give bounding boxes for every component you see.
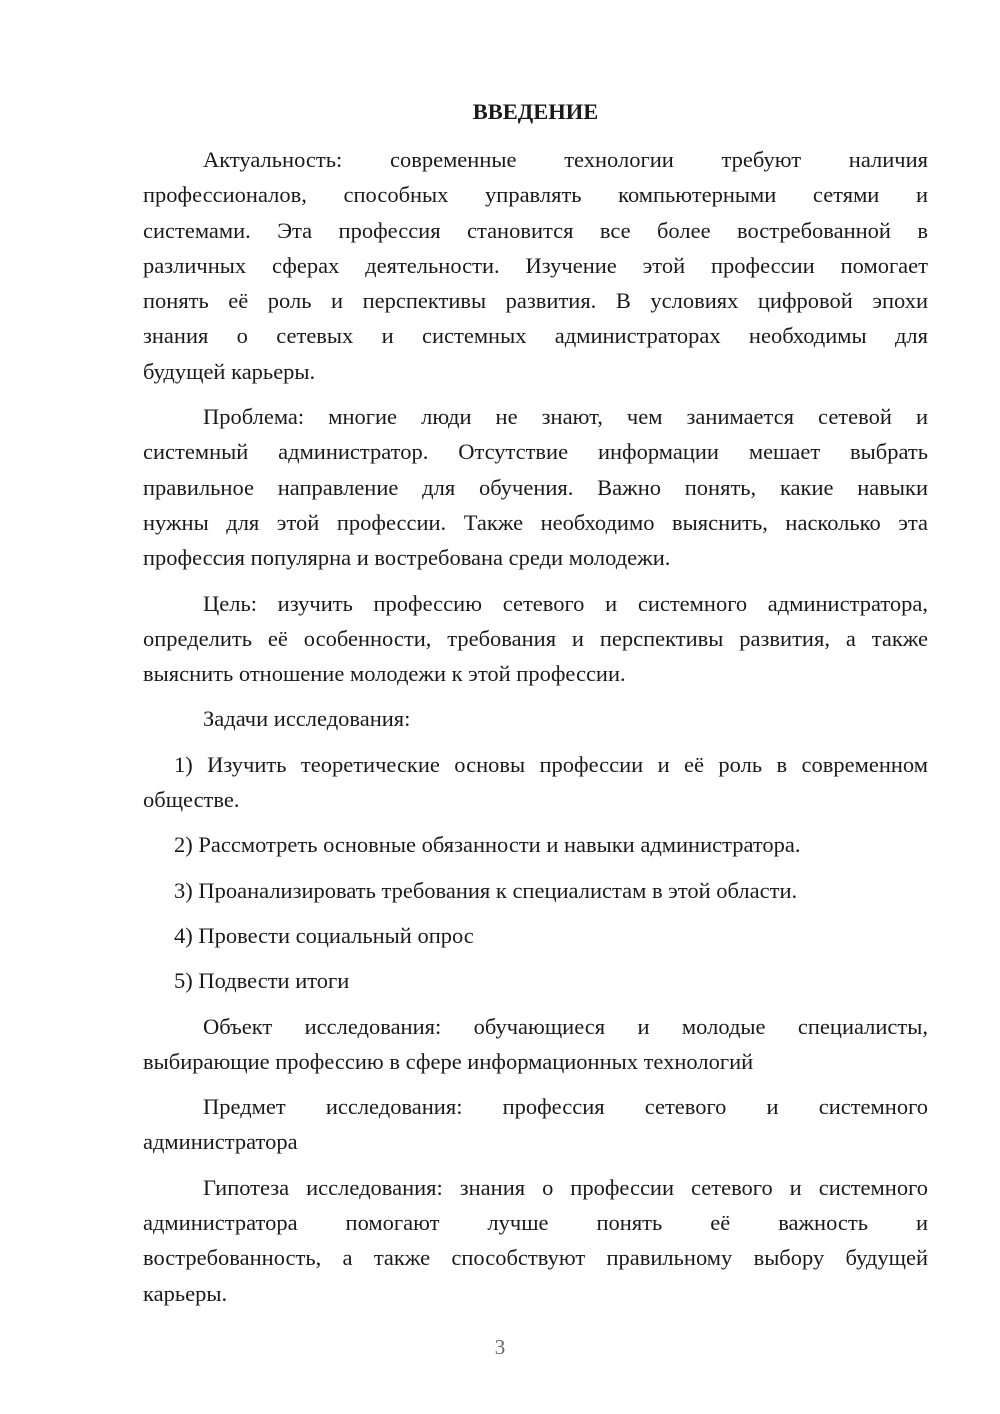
text-line: выбирающие профессию в сфере информационных технологий: [143, 1048, 754, 1074]
text-line: нужны для этой профессии. Также необходимо выяснить, насколько эта: [143, 509, 928, 535]
text-line: будущей карьеры.: [143, 358, 316, 384]
text-line: определить её особенности, требования и перспективы развития, а также: [143, 625, 928, 651]
text-line: Объект исследования: обучающиеся и молодые специалисты,: [203, 1013, 928, 1039]
text-line: 3) Проанализировать требования к специалистам в этой области.: [174, 877, 798, 903]
task-item-5: [143, 963, 928, 998]
task-item-1: [143, 747, 928, 818]
text-line: системами. Эта профессия становится все более востребованной в: [143, 217, 928, 243]
task-item-2: [143, 827, 928, 862]
text-line: обществе.: [143, 787, 240, 813]
text-line: Задачи исследования:: [203, 706, 411, 732]
text-line: Цель: изучить профессию сетевого и системного администратора,: [203, 590, 928, 616]
text-line: знания о сетевых и системных администраторах необходимы для: [143, 323, 928, 349]
text-line: карьеры.: [143, 1280, 228, 1306]
task-item-4: [143, 918, 928, 953]
text-line: Гипотеза исследования: знания о профессии сетевого и системного: [203, 1174, 928, 1200]
task-item-3: [143, 873, 928, 908]
text-line: профессионалов, способных управлять компьютерными сетями и: [143, 182, 928, 208]
text-line: Проблема: многие люди не знают, чем занимается сетевой и: [203, 404, 928, 430]
problem-paragraph: [143, 399, 928, 575]
text-line: администратора помогают лучше понять её важность и: [143, 1210, 928, 1236]
text-line: 4) Провести социальный опрос: [174, 922, 474, 948]
section-title: ВВЕДЕНИЕ: [472, 99, 599, 124]
text-line: 2) Рассмотреть основные обязанности и навыки администратора.: [174, 832, 801, 858]
text-line: 5) Подвести итоги: [174, 968, 350, 994]
subject-paragraph: [143, 1089, 928, 1160]
tasks-heading: [143, 701, 928, 736]
text-line: различных сферах деятельности. Изучение этой профессии помогает: [143, 252, 928, 278]
hypothesis-paragraph: [143, 1170, 928, 1311]
text-line: системный администратор. Отсутствие информации мешает выбрать: [143, 439, 928, 465]
text-line: востребованность, а также способствуют правильному выбору будущей: [143, 1245, 928, 1271]
text-line: администратора: [143, 1129, 298, 1155]
goal-paragraph: [143, 586, 928, 692]
relevance-paragraph: [143, 142, 928, 389]
text-line: 1) Изучить теоретические основы профессии и её роль в современном: [174, 751, 928, 777]
text-line: Актуальность: современные технологии требуют наличия: [203, 147, 928, 172]
text-line: профессия популярна и востребована среди молодежи.: [143, 545, 671, 571]
text-line: понять её роль и перспективы развития. В условиях цифровой эпохи: [143, 288, 928, 314]
text-line: выяснить отношение молодежи к этой профессии.: [143, 661, 626, 687]
text-line: правильное направление для обучения. Важно понять, какие навыки: [143, 474, 928, 500]
document-body: [143, 142, 928, 1311]
page-number: 3: [494, 1335, 506, 1359]
text-line: Предмет исследования: профессия сетевого и системного: [203, 1094, 928, 1120]
object-paragraph: [143, 1009, 928, 1080]
